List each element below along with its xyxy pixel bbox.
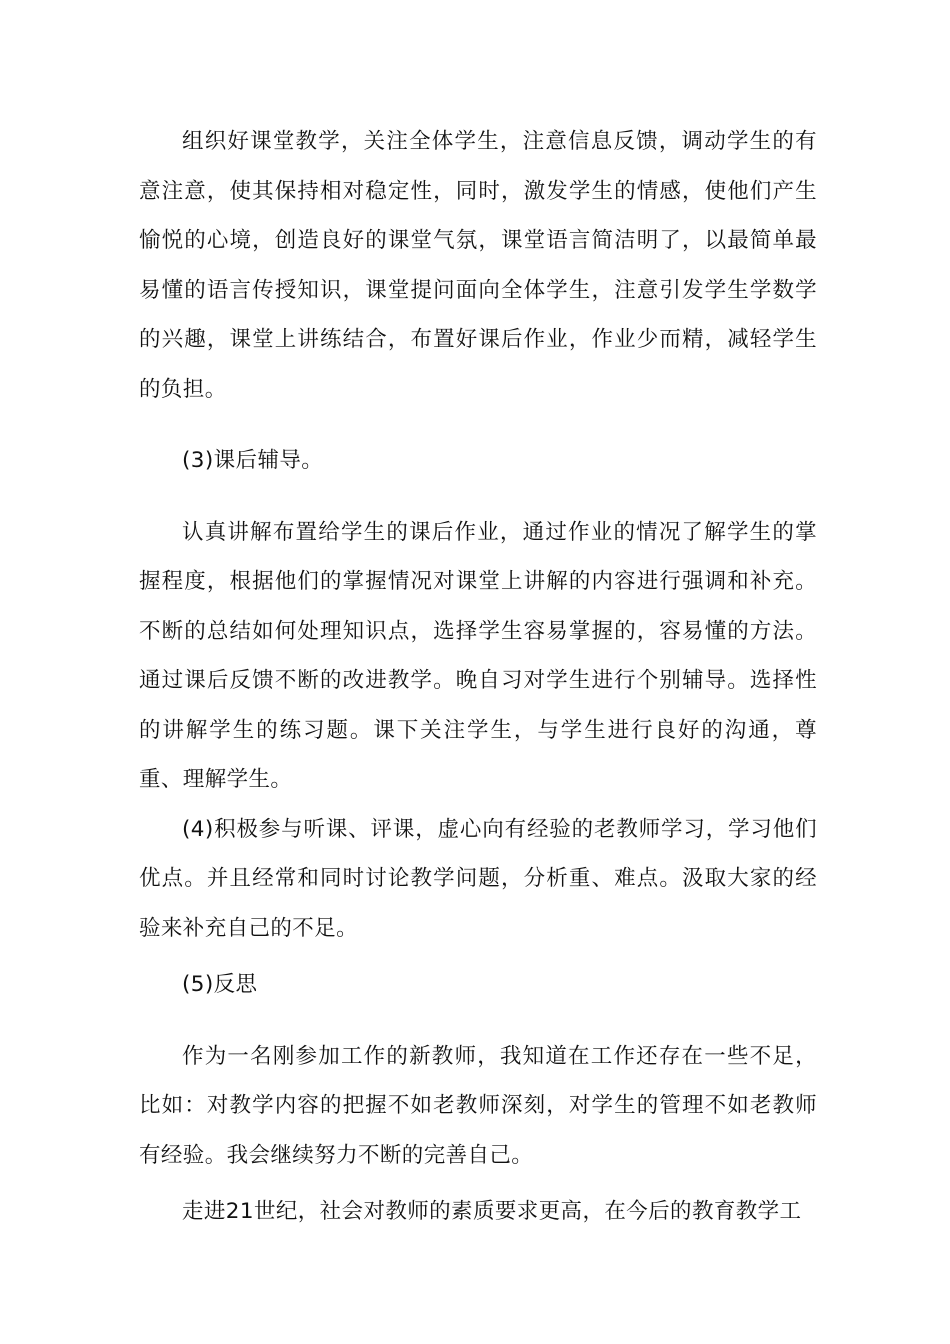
paragraph-after-class-tutoring: 认真讲解布置给学生的课后作业，通过作业的情况了解学生的掌握程度，根据他们的掌握情况对课堂上讲解的内容进行强调和补充。不断的总结如何处理知识点，选择学生容易掌握的，容易懂的方法。通过课后反馈不断的改进教学。晚自习对学生进行个别辅导。选择性的讲解学生的练习题。课下关注学生，与学生进行良好的沟通，尊重、理解学生。 — [139, 519, 817, 792]
paragraph-classroom-teaching: 组织好课堂教学，关注全体学生，注意信息反馈，调动学生的有意注意，使其保持相对稳定性，同时，激发学生的情感，使他们产生愉悦的心境，创造良好的课堂气氛，课堂语言简洁明了，以最简单最易懂的语言传授知识，课堂提问面向全体学生，注意引发学生学数学的兴趣，课堂上讲练结合，布置好课后作业，作业少而精，减轻学生的负担。 — [139, 129, 817, 402]
document-body — [139, 117, 817, 1237]
paragraph-lesson-observation: (4)积极参与听课、评课，虚心向有经验的老教师学习，学习他们优点。并且经常和同时讨论教学问题，分析重、难点。汲取大家的经验来补充自己的不足。 — [139, 816, 817, 941]
paragraph-21st-century: 走进21世纪，社会对教师的素质要求更高，在今后的教育教学工 — [182, 1199, 802, 1224]
paragraph-reflection: 作为一名刚参加工作的新教师，我知道在工作还存在一些不足，比如：对教学内容的把握不如老教师深刻，对学生的管理不如老教师有经验。我会继续努力不断的完善自己。 — [139, 1043, 817, 1168]
heading-reflection: (5)反思 — [182, 972, 258, 997]
heading-after-class-tutoring: (3)课后辅导。 — [182, 448, 324, 473]
